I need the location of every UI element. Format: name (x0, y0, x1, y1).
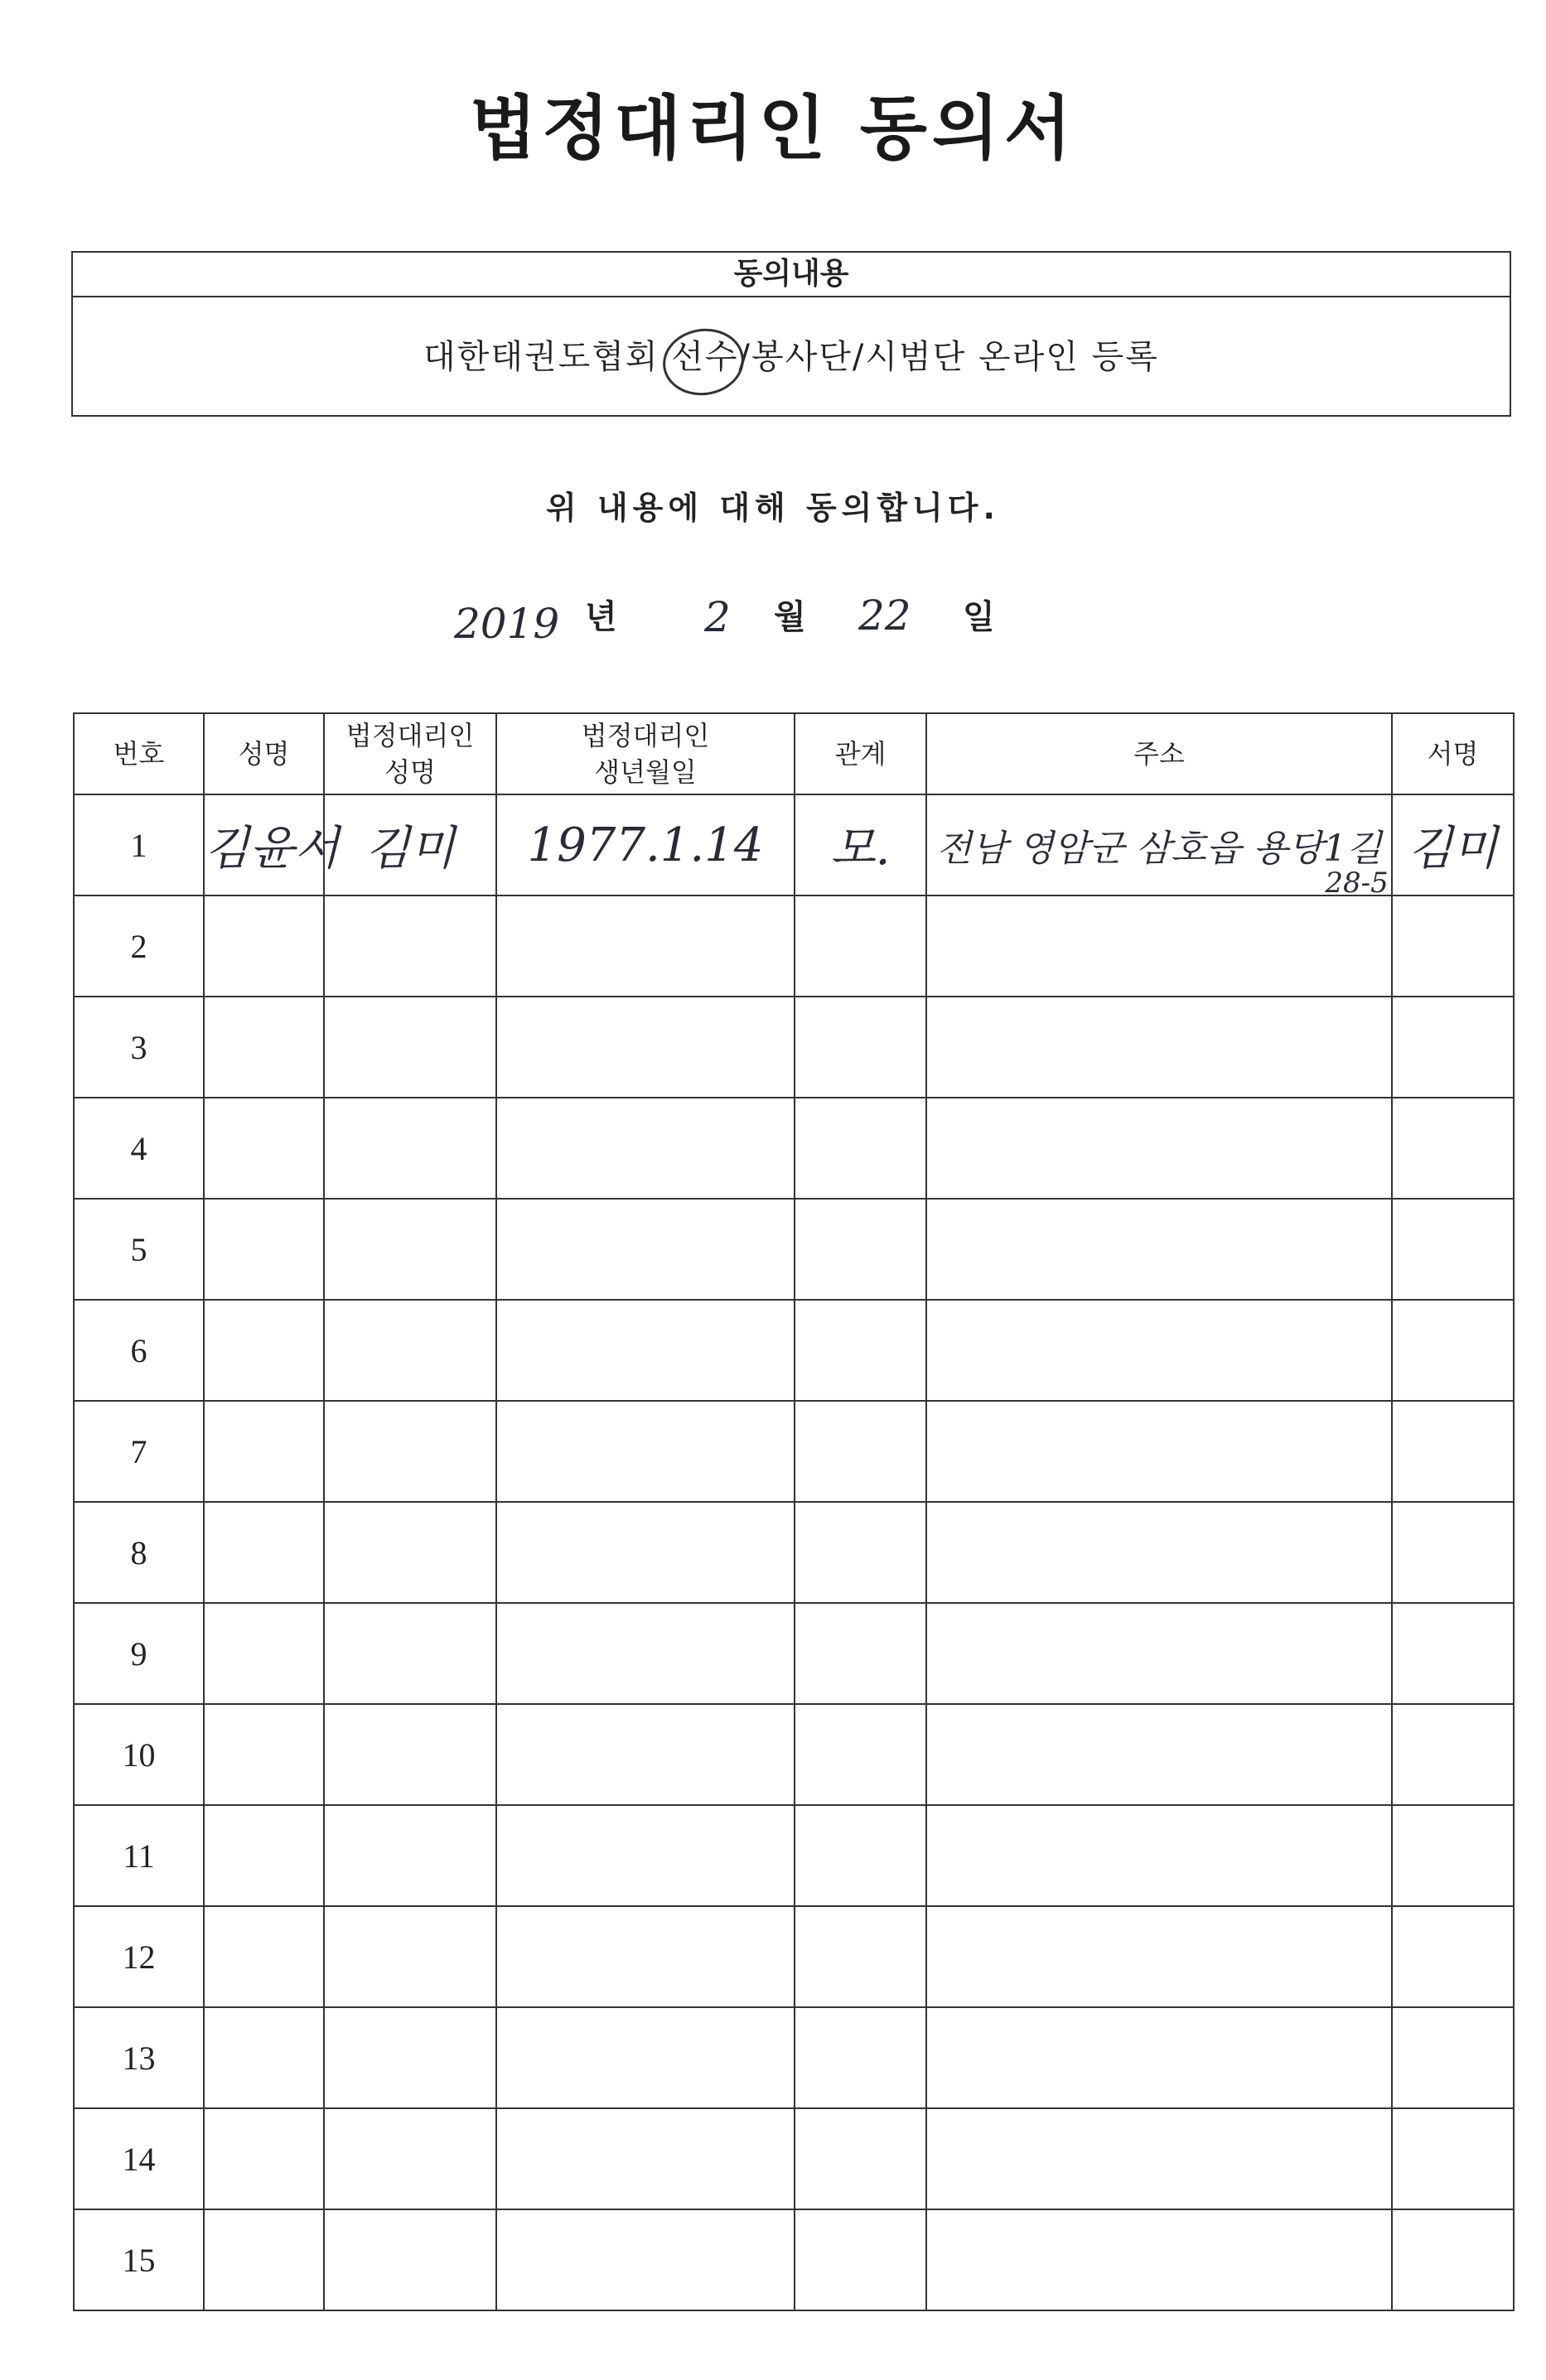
cell-signature: 김미 (1392, 794, 1514, 896)
date-year-value: 2019 (454, 600, 560, 648)
row-number: 11 (74, 1805, 204, 1906)
agreement-statement: 위 내용에 대해 동의합니다. (546, 490, 1000, 526)
cell-guardian-birth (496, 2209, 795, 2310)
table-row (74, 1805, 1514, 1906)
row-number: 5 (74, 1199, 204, 1300)
cell-guardian-name (324, 2108, 496, 2209)
cell-guardian-birth (496, 896, 795, 997)
cell-relation (795, 1906, 926, 2007)
cell-name (204, 1300, 324, 1401)
cell-guardian-birth (496, 1401, 795, 1502)
cell-guardian-birth (496, 1098, 795, 1199)
cell-name (204, 896, 324, 997)
row-number: 4 (74, 1098, 204, 1199)
cell-name (204, 1502, 324, 1603)
cell-relation (795, 1401, 926, 1502)
table-row (74, 1401, 1514, 1502)
col-header-signature: 서명 (1392, 713, 1514, 794)
col-header-guardian-birth: 법정대리인 생년월일 (496, 713, 795, 794)
cell-guardian-name (324, 1300, 496, 1401)
cell-relation (795, 1098, 926, 1199)
cell-address (926, 1300, 1392, 1401)
cell-relation (795, 896, 926, 997)
cell-address (926, 2108, 1392, 2209)
table-row (74, 1199, 1514, 1300)
table-row (74, 1300, 1514, 1401)
cell-name (204, 1704, 324, 1805)
cell-signature (1392, 1300, 1514, 1401)
cell-guardian-name: 김미 (324, 794, 496, 896)
cell-relation (795, 2108, 926, 2209)
cell-signature (1392, 1603, 1514, 1704)
cell-name (204, 1401, 324, 1502)
cell-guardian-birth (496, 1300, 795, 1401)
cell-guardian-name (324, 896, 496, 997)
cell-guardian-name (324, 1401, 496, 1502)
row-number: 15 (74, 2209, 204, 2310)
cell-address (926, 1704, 1392, 1805)
cell-address (926, 1603, 1392, 1704)
table-row (74, 2209, 1514, 2310)
cell-name (204, 2209, 324, 2310)
cell-address (926, 1805, 1392, 1906)
consent-header: 동의내용 (73, 253, 1510, 297)
cell-guardian-birth (496, 1805, 795, 1906)
cell-relation (795, 1199, 926, 1300)
row-number: 10 (74, 1704, 204, 1805)
cell-signature (1392, 1502, 1514, 1603)
cell-name (204, 1603, 324, 1704)
cell-relation (795, 1704, 926, 1805)
cell-guardian-name (324, 2007, 496, 2108)
cell-guardian-name (324, 1704, 496, 1805)
col-header-name: 성명 (204, 713, 324, 794)
row-number: 3 (74, 997, 204, 1098)
cell-relation (795, 1603, 926, 1704)
cell-signature (1392, 1906, 1514, 2007)
cell-address (926, 1098, 1392, 1199)
cell-name (204, 1098, 324, 1199)
cell-signature (1392, 1199, 1514, 1300)
row-number: 2 (74, 896, 204, 997)
cell-address (926, 1199, 1392, 1300)
row-number: 12 (74, 1906, 204, 2007)
cell-signature (1392, 997, 1514, 1098)
address-sub-text: 28-5 (1325, 866, 1389, 900)
cell-signature (1392, 896, 1514, 997)
table-row (74, 997, 1514, 1098)
cell-address (926, 997, 1392, 1098)
table-row (74, 1906, 1514, 2007)
cell-guardian-birth (496, 1502, 795, 1603)
page-title: 법정대리인 동의서 (469, 87, 1077, 169)
cell-address (926, 794, 1392, 900)
cell-relation (795, 1502, 926, 1603)
cell-signature (1392, 2209, 1514, 2310)
cell-guardian-name (324, 1502, 496, 1603)
cell-address (926, 1401, 1392, 1502)
table-header-row (74, 713, 1514, 794)
cell-address (926, 2209, 1392, 2310)
cell-signature (1392, 1805, 1514, 1906)
col-header-relation: 관계 (795, 713, 926, 794)
date-day-value: 22 (858, 591, 911, 640)
cell-relation: 모. (795, 794, 926, 896)
cell-name: 김윤서 (204, 794, 324, 896)
cell-name (204, 997, 324, 1098)
cell-guardian-name (324, 2209, 496, 2310)
consent-body: 대한태권도협회 선수/봉사단/시범단 온라인 등록 (423, 338, 1159, 376)
cell-guardian-birth (496, 1603, 795, 1704)
cell-name (204, 1199, 324, 1300)
date-month-label: 월 (774, 598, 806, 636)
cell-relation (795, 2209, 926, 2310)
cell-name (204, 1906, 324, 2007)
cell-signature (1392, 1704, 1514, 1805)
cell-guardian-name (324, 1603, 496, 1704)
row-number: 9 (74, 1603, 204, 1704)
table-row (74, 2108, 1514, 2209)
date-year-label: 년 (585, 598, 617, 636)
row-number: 7 (74, 1401, 204, 1502)
cell-guardian-birth (496, 2108, 795, 2209)
cell-signature (1392, 1098, 1514, 1199)
date-day-label: 일 (963, 598, 995, 636)
col-header-guardian-name: 법정대리인 성명 (324, 713, 496, 794)
cell-name (204, 2007, 324, 2108)
date-month-value: 2 (704, 593, 731, 641)
cell-guardian-birth: 1977.1.14 (496, 794, 795, 896)
table-row (74, 1603, 1514, 1704)
table-row (74, 1704, 1514, 1805)
table-row (74, 1098, 1514, 1199)
row-number: 6 (74, 1300, 204, 1401)
row-number: 14 (74, 2108, 204, 2209)
col-header-number: 번호 (74, 713, 204, 794)
col-header-address: 주소 (926, 713, 1392, 794)
cell-guardian-birth (496, 1906, 795, 2007)
cell-name (204, 1805, 324, 1906)
consent-content-box (71, 251, 1511, 417)
cell-guardian-name (324, 1199, 496, 1300)
cell-address (926, 1502, 1392, 1603)
cell-name (204, 2108, 324, 2209)
row-number: 8 (74, 1502, 204, 1603)
table-row (74, 896, 1514, 997)
address-text: 전남 영암군 삼호읍 용당1길 28-5 (936, 827, 1389, 900)
cell-signature (1392, 2108, 1514, 2209)
table-row (74, 1502, 1514, 1603)
cell-signature (1392, 2007, 1514, 2108)
cell-address (926, 896, 1392, 997)
cell-relation (795, 997, 926, 1098)
cell-guardian-birth (496, 2007, 795, 2108)
row-number: 13 (74, 2007, 204, 2108)
cell-guardian-birth (496, 1704, 795, 1805)
cell-guardian-birth (496, 1199, 795, 1300)
table-row (74, 794, 1514, 896)
cell-guardian-name (324, 1805, 496, 1906)
cell-signature (1392, 1401, 1514, 1502)
cell-guardian-name (324, 997, 496, 1098)
cell-guardian-name (324, 1098, 496, 1199)
cell-guardian-name (324, 1906, 496, 2007)
row-number: 1 (74, 794, 204, 896)
cell-address (926, 2007, 1392, 2108)
cell-guardian-birth (496, 997, 795, 1098)
cell-address (926, 1906, 1392, 2007)
cell-relation (795, 2007, 926, 2108)
cell-relation (795, 1300, 926, 1401)
cell-relation (795, 1805, 926, 1906)
guardian-table (73, 712, 1515, 2311)
table-row (74, 2007, 1514, 2108)
